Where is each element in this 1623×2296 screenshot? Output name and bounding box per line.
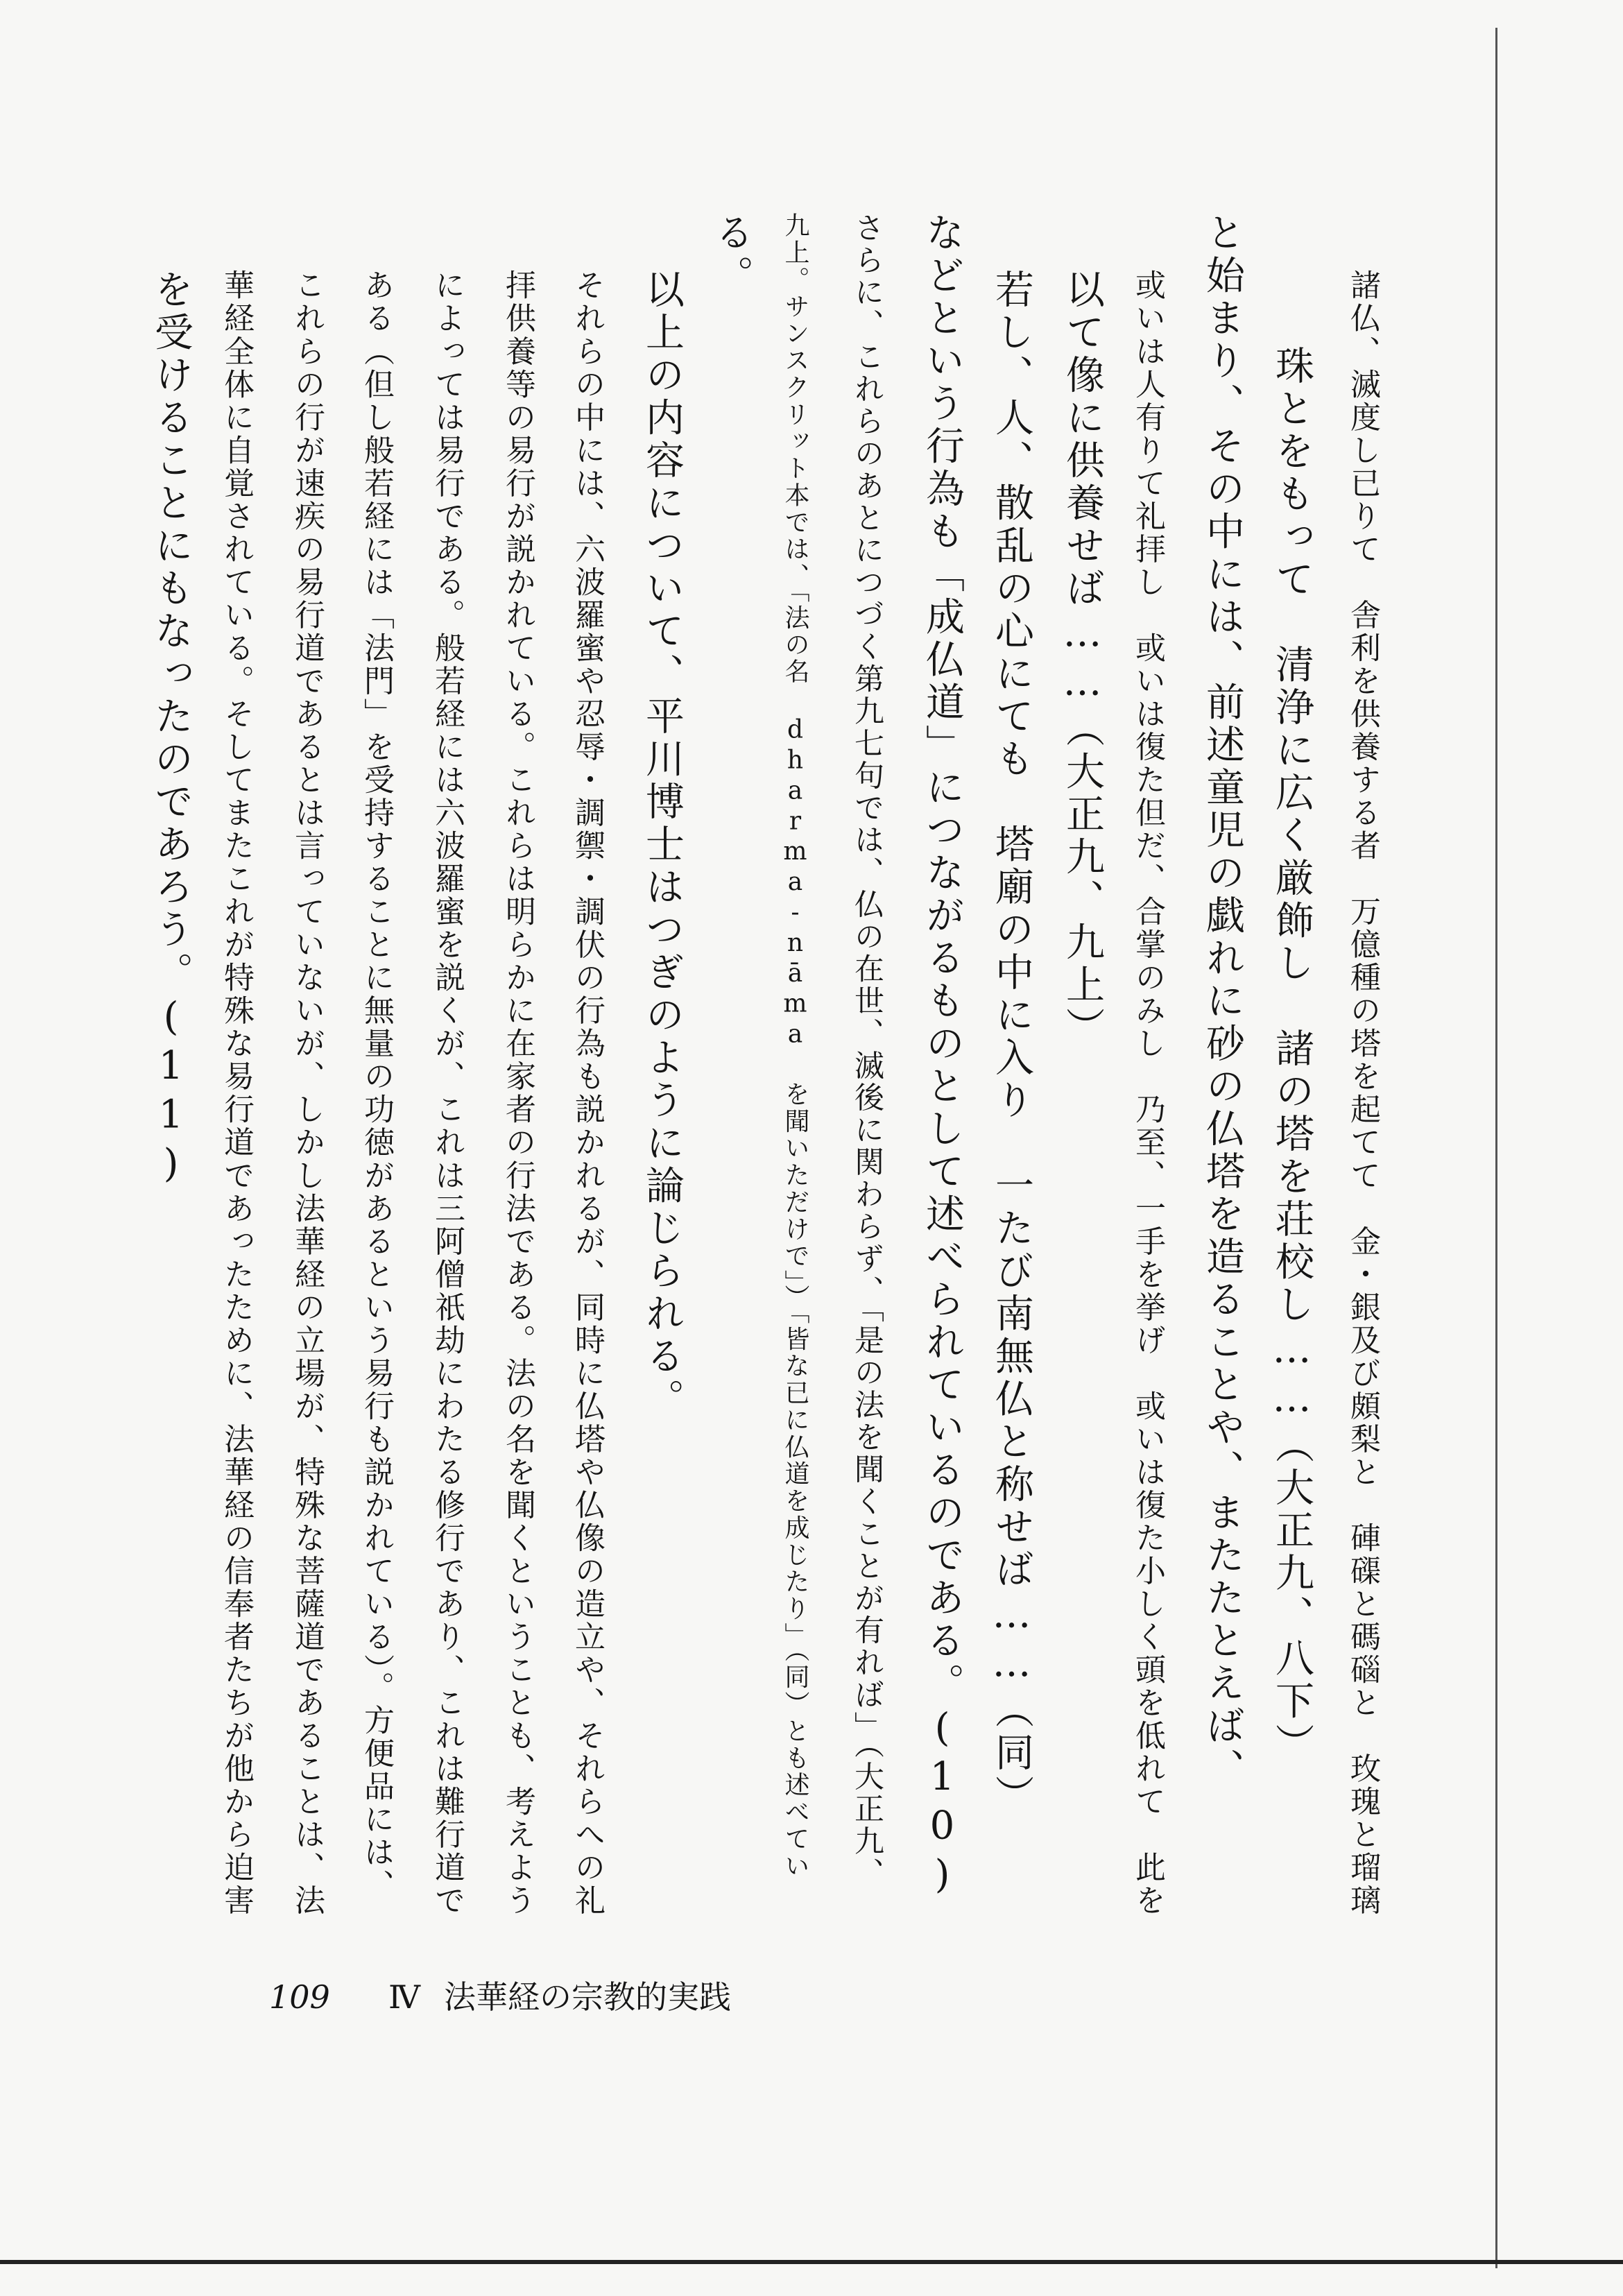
scan-edge-line xyxy=(1495,28,1497,2268)
text-line-12: それらの中には、六波羅蜜や忍辱・調禦・調伏の行為も説かれるが、同時に仏塔や仏像の造立や、それらへの礼 xyxy=(569,269,605,1917)
chapter-title: 法華経の宗教的実践 xyxy=(444,1978,731,2016)
text-line-7: などという行為も「成仏道」につながるものとして述べられているのである。(10) xyxy=(920,212,965,1901)
text-line-3: と始まり、その中には、前述童児の戯れに砂の仏塔を造ることや、またたとえば、 xyxy=(1200,212,1245,1791)
text-line-17: 華経全体に自覚されている。そしてまたこれが特殊な易行道であったために、法華経の信奉者たちが他から迫害 xyxy=(218,269,254,1917)
text-line-4: 或いは人有りて礼拝し 或いは復た但だ、合掌のみし 乃至、一手を挙げ 或いは復た小しく頭を低れて 此を xyxy=(1130,269,1165,1917)
text-line-18: を受けることにもなったのであろう。(11) xyxy=(148,269,194,1190)
text-line-13: 拝供養等の易行が説かれている。これらは明らかに在家者の行法である。法の名を聞くということも、考えよう xyxy=(500,269,535,1917)
text-line-11: 以上の内容について、平川博士はつぎのように論じられる。 xyxy=(639,269,685,1421)
chapter-numeral: Ⅳ xyxy=(388,1978,420,2016)
bottom-rule xyxy=(0,2260,1623,2264)
page-number: 109 xyxy=(269,1978,330,2016)
text-line-5: 以て像に供養せば……（大正九、九上） xyxy=(1060,269,1105,1050)
text-line-14: によっては易行である。般若経には六波羅蜜を説くが、これは三阿僧祇劫にわたる修行であり、これは難行道で xyxy=(429,269,465,1917)
text-line-9: 九上。サンスクリット本では、「法の名 dharma-nāma を聞いただけで」）「皆な已に仏道を成じたり」（同）とも述べてい xyxy=(781,212,809,1880)
text-line-2: 珠とをもって 清浄に広く厳飾し 諸の塔を荘校し……（大正九、八下） xyxy=(1269,345,1314,1766)
text-line-15: ある（但し般若経には「法門」を受持することに無量の功徳があるという易行も説かれている）。方便品には、 xyxy=(359,269,394,1902)
text-line-1: 諸仏、滅度し已りて 舎利を供養する者 万億種の塔を起てて 金・銀及び頗梨と 硨磲と碼碯と 玫瑰と瑠璃 xyxy=(1345,269,1380,1917)
text-line-6: 若し、人、散乱の心にても 塔廟の中に入り 一たび南無仏と称せば……（同） xyxy=(989,269,1034,1817)
text-line-10: る。 xyxy=(709,212,754,298)
text-line-8: さらに、これらのあとにつづく第九七句では、仏の在世、滅後に関わらず、「是の法を聞くことが有れば」（大正九、 xyxy=(850,212,884,1890)
text-line-16: これらの行が速疾の易行道であるとは言っていないが、しかし法華経の立場が、特殊な菩薩道であることは、法 xyxy=(289,269,325,1917)
